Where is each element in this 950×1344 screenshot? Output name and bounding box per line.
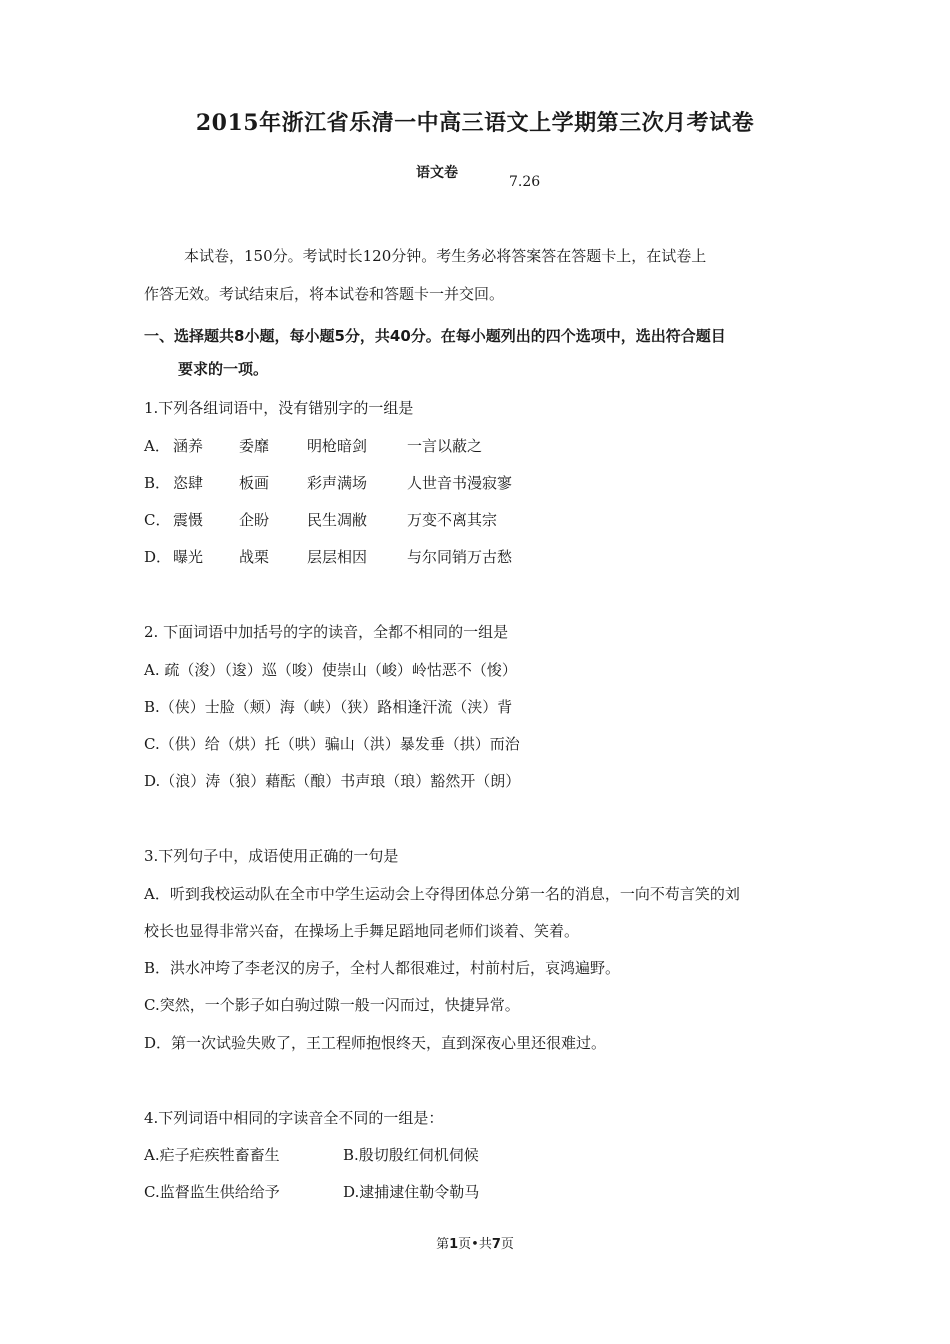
option-word: 与尔同销万古愁 bbox=[407, 548, 513, 566]
option-word: 彩声满场 bbox=[307, 474, 368, 492]
q2-stem: 2. 下面词语中加括号的字的读音，全都不相同的一组是 bbox=[144, 623, 509, 641]
option-word: 一言以蔽之 bbox=[407, 437, 483, 455]
q3-option-a-line-1: A．听到我校运动队在全市中学生运动会上夺得团体总分第一名的消息，一向不苟言笑的刘 bbox=[144, 885, 740, 903]
option-label: A． bbox=[144, 437, 170, 455]
intro-line-1: 本试卷，150分。考试时长120分钟。考生务必将答案答在答题卡上，在试卷上 bbox=[184, 247, 707, 265]
option-label: B． bbox=[144, 474, 171, 492]
option-word: 曝光 bbox=[173, 548, 204, 566]
exam-subtitle: 语文卷 bbox=[416, 165, 458, 181]
footer-prefix: 第 bbox=[436, 1237, 450, 1252]
q2-option-d: D.（浪）涛（狼）藉酝（酿）书声琅（琅）豁然开（朗） bbox=[144, 772, 521, 790]
footer-middle: 页•共 bbox=[458, 1237, 492, 1252]
option-word: 涵养 bbox=[173, 437, 204, 455]
q1-option-d bbox=[144, 547, 644, 569]
q4-option-c: C.监督监生供给给予 bbox=[144, 1183, 280, 1201]
option-word: 战栗 bbox=[239, 548, 270, 566]
option-word: 层层相因 bbox=[307, 548, 368, 566]
q3-option-c: C.突然，一个影子如白驹过隙一般一闪而过，快捷异常。 bbox=[144, 996, 520, 1014]
q1-option-b bbox=[144, 473, 644, 495]
option-word: 震慑 bbox=[173, 511, 204, 529]
q1-option-a bbox=[144, 436, 644, 458]
q3-option-a-line-2: 校长也显得非常兴奋，在操场上手舞足蹈地同老师们谈着、笑着。 bbox=[144, 922, 580, 940]
option-label: C． bbox=[144, 511, 171, 529]
q4-option-a: A.疟子疟疾牲畜畜生 bbox=[144, 1146, 280, 1164]
option-label: D． bbox=[144, 548, 172, 566]
q3-option-b: B．洪水冲垮了李老汉的房子，全村人都很难过，村前村后，哀鸿遍野。 bbox=[144, 959, 621, 977]
q3-stem: 3.下列句子中，成语使用正确的一句是 bbox=[144, 847, 399, 865]
option-word: 民生凋敝 bbox=[307, 511, 368, 529]
footer-page-number: 1 bbox=[449, 1237, 459, 1252]
option-word: 人世音书漫寂寥 bbox=[407, 474, 513, 492]
q1-stem: 1.下列各组词语中，没有错别字的一组是 bbox=[144, 399, 414, 417]
exam-title: 2015年浙江省乐清一中高三语文上学期第三次月考试卷 bbox=[195, 110, 755, 136]
option-word: 明枪暗剑 bbox=[307, 437, 368, 455]
option-word: 委靡 bbox=[239, 437, 270, 455]
footer-total-pages: 7 bbox=[491, 1237, 501, 1252]
section-heading-line-1: 一、选择题共8小题，每小题5分，共40分。在每小题列出的四个选项中，选出符合题目 bbox=[144, 327, 726, 345]
intro-line-2: 作答无效。考试结束后，将本试卷和答题卡一并交回。 bbox=[144, 285, 505, 303]
q2-option-a: A. 疏（浚）（逡）巡（唆）使崇山（峻）岭怙恶不（悛） bbox=[144, 661, 517, 679]
q3-option-d: D．第一次试验失败了，王工程师抱恨终天，直到深夜心里还很难过。 bbox=[144, 1034, 607, 1052]
q4-option-b: B.殷切殷红伺机伺候 bbox=[343, 1146, 479, 1164]
q1-option-c bbox=[144, 510, 644, 532]
q4-stem: 4.下列词语中相同的字读音全不同的一组是： bbox=[144, 1109, 444, 1127]
page-footer bbox=[0, 1233, 950, 1252]
q2-option-c: C.（供）给（烘）托（哄）骗山（洪）暴发垂（拱）而治 bbox=[144, 735, 520, 753]
exam-date: 7.26 bbox=[509, 174, 541, 190]
option-word: 恣肆 bbox=[173, 474, 204, 492]
q2-option-b: B.（侠）士脸（颊）海（峡）（狭）路相逢汗流（浃）背 bbox=[144, 698, 513, 716]
q4-option-d: D.逮捕逮住勒令勒马 bbox=[343, 1183, 480, 1201]
option-word: 万变不离其宗 bbox=[407, 511, 498, 529]
option-word: 企盼 bbox=[239, 511, 270, 529]
option-word: 板画 bbox=[239, 474, 270, 492]
footer-suffix: 页 bbox=[500, 1237, 514, 1252]
section-heading-line-2: 要求的一项。 bbox=[178, 360, 269, 378]
